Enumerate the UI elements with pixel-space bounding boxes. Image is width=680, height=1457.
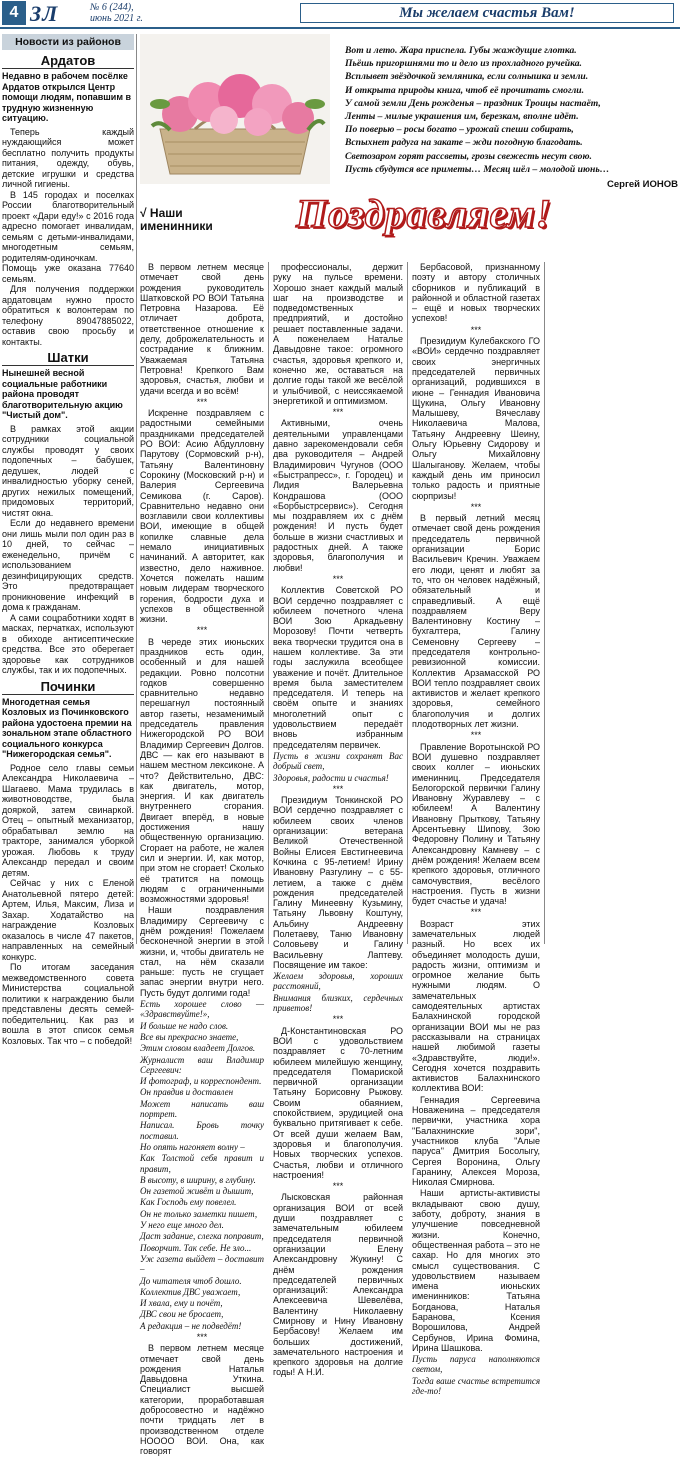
issue-number: № 6 (244), [90,2,134,13]
paragraph: В первый летний месяц отмечает свой день рождения председатель первичной организации Борис Васильевич Кречин. Уважаем его люди, ценят и любят за то, что он человек надёжный, обязательный и справедливый. А ещё поздравляем Веру Валентиновну Костину – бухгалтера, Галину Семеновну Сергееву – председателя контрольно-ревизионной комиссии. Коллектив Арзамасской РО ВОИ тепло поздравляет своих активистов и желает крепкого здоровья, семейного благополучия и долгих плодотворных лет жизни. [412,513,540,730]
birthdays-heading: √ Наши именинники [140,206,213,233]
shatki-p1: В рамках этой акции сотрудники социальной службы проводят у своих подопечных – бабушек, дедушек, людей с инвалидностью уборку сеней, других нежилых помещений, придомовых территорий, чистят окна. [2,423,134,518]
paragraph: Тогда ваше счастье встретится где-то! [412,1375,540,1397]
paragraph: Уж газета выйдет – доставит – [140,1253,264,1275]
shatki-lead: Нынешней весной социальные работники района проводят благотворительную акцию "Чистый дом". [2,368,123,420]
ardatov-p3: Для получения поддержки ардатовцам нужно просто обратиться к волонтерам по телефону 89047885022, оставив свою просьбу и контакты. [2,284,134,347]
paragraph: Президиум Тонкинской РО ВОИ сердечно поздравляет с юбилеем своих членов организации: ветерана Великой Отечественной Войны Елисея Евстигнеевича Кочкина с 95-летием! Ирину Ивановну Разгулину – с 55-летием, а также с днём рождения председателей Галину Минеевну Кузьмину, Татьяну Львовну Коштуну, Альбину Андреевну Полетаеву, Таню Ивановну Соловьеву и Галину Васильевну Лаптеву. Посвящение им такое: [273,795,403,970]
page-number: 4 [2,1,26,25]
text-column-1 [140,262,264,1457]
paragraph: Пусть парусa наполняются светом, [412,1354,540,1375]
paragraph: Наши артисты-активисты вкладывают свою душу, заботу, доброту, знания в улучшение повседневной жизни. Конечно, общественная работа – это не сахар. Но для многих это смысл существования. С удовольствием называем имена июньских именинников: Татьяна Богданова, Наталья Баранова, Ксения Ворошилова, Андрей Сербунов, Ирина Фомина, Ирина Шашкова. [412,1188,540,1353]
poem-line: Светозаром горят рассветы, грозы свежесть несут свою. [345,150,592,162]
paragraph: И хвала, ему и почёт, [140,1298,223,1309]
paragraph: Геннадия Сергеевича Новаженина – председателя первички, участника хора "Балахнинские зори", участников клуба "Алые паруса" Дмитрия Босолыгу, Сергея Воронина, Ольгу Гаранину, Алексея Мороза, Николая Смирнова. [412,1094,540,1188]
column-divider [136,34,137,944]
separator: *** [196,396,208,407]
pochinki-p2: Сейчас у них с Еленой Анатольевной пятеро детей: Артем, Илья, Максим, Лиза и Захар. Ходатайство на награждение Козловых оказалось в числе 47 пакетов, направленных на семейный конкурс. [2,878,134,962]
paragraph: Коллектив ДВС уважает, [140,1286,241,1297]
paragraph: У него еще много дел. [140,1220,224,1231]
paragraph: Он не только заметки пишет, [140,1208,258,1219]
paragraph: Искренне поздравляем с радостными семейными праздниками председателей РО ВОИ: Асию Абдулловну Парутову (Сормовский р-н), Татьяну Валентиновну Сорокину (Московский р-н) и Валерия Сергеевича Семикова (г. Саров). Сравнительно недавно они возглавили свои коллективы ВОИ, имеющие в общей копилке славные дела немало инициативных начинаний. А авторитет, как известно, дело наживное. Хочется пожелать нашим новым лидерам творческого горения, бодрости духа и успехов в общественной жизни. [140,408,264,625]
paragraph: До читателя чтоб дошло. [140,1275,242,1286]
congrats-title: Поздравляем! [296,191,553,236]
poem-line: Всплывет звёздочкой земляника, если солнышка и земли. [345,71,589,83]
paragraph: профессионалы, держит руку на пульсе времени. Хорошо знает каждый малый шаг на производстве и подведомственных предприятий, и достойно решает поставленные задачи. А поженелаем Наталье Давыдовне такое: огромного счастья, здоровья крепкого и, конечно же, оставаться на долгие годы такой же весёлой и улыбчивой, с неиссякаемой энергетикой и оптимизмом. [273,262,403,406]
paragraph: Может написать ваш портрет. [140,1098,264,1120]
text-column-3 [412,262,540,1397]
poem-line: И открыта природы книга, чтоб её прочитать смогли. [345,84,585,96]
poem-author: Сергей ИОНОВ [607,179,678,191]
paragraph: Все вы прекрасно знаете, [140,1031,239,1042]
paragraph: Возраст этих замечательных людей разный. Но всех их объединяет молодость души, радость жизни, оптимизм и огромное желание быть нужными людям. О замечательных самодеятельных артистах Балахнинской городской организации ВОИ мы не раз рассказывали на страницах нашей любимой газеты «Здравствуйте, люди!». Сегодня хочется поздравить активистов Балахнинского коллектива ВОИ: [412,918,540,1094]
paragraph: Наши поздравления Владимиру Сергеевичу с днём рождения! Пожелаем бесконечной энергии в этой жизни, и, чтобы двигатель не стал, на нём сказали раньше: пусть не сгущает запас энергии внутри него. Пусть будут долгими года! [140,905,264,998]
separator: *** [470,907,482,918]
section-title: Новости из районов [2,34,134,50]
pochinki-p1: Родное село главы семьи Александра Николаевича – Шагаево. Мама трудилась в животноводстве, была дояркой, затем свинаркой. Отец – опытный механизатор, обрабатывал землю на тракторе, занимался уборкой урожая. Любовь к труду Александр передал и своим детям. [2,762,134,878]
paragraph: В высоту, в ширину, в глубину. [140,1174,256,1185]
paragraph: Активными, очень деятельными управленцами давно зарекомендовали себя два руководителя – Андрей Владимирович Чугунов (ООО «Быстрапресс», г. Городец) и Лидия Валерьевна Кондрашова (ООО «Борбыстрсервис»). Сегодня мы поздравляем их с днём рождения! И пусть будет больше в жизни счастливых и радостных дней. А также здоровья, благополучия и любви! [273,418,403,573]
paragraph: В первом летнем месяце отмечает свой день рождения Наталья Давыдовна Уткина. Специалист высшей категории, проработавшая добросовестно и надёжно почти тридцать лет в производственном отделе НОООО ВОИ. Она, как говорят [140,1343,264,1457]
paragraph: Д-Константиновская РО ВОИ с удовольствием поздравляет с 70-летним юбилеем милейшую женщину, председателя Помариской первичной организации Татьяну Борисовну Рыжову. Своим обаянием, спокойствием, эрудицией она буквально притягивает к себе. От всей души желаем Вам, здоровья и благополучия. Новых творческих успехов. Счастья, любви и отличного настроения! [273,1025,403,1180]
ardatov-p2: В 145 городах и поселках России благотворительный проект «Дари еду!» с 2016 года адресно помогает инвалидам, семьям с детьми-инвалидами, многодетным семьям, родителям-одиночкам. Помощь уже оказана 77640 семьям. [2,189,134,284]
poem-line: Вспыхнет радуга на закате – жди погодную благодать. [345,137,583,149]
ardatov-lead: Недавно в рабочем посёлке Ардатов открылся Центр помощи людям, попавшим в трудную жизненную ситуацию. [2,71,132,123]
regional-news-column [2,34,134,1046]
header-divider [0,27,680,29]
separator: *** [470,324,482,335]
paragraph: Как Господь ему повелел. [140,1197,237,1208]
paragraph: Бербасовой, признанному поэту и автору столичных сборников и публикаций в районной и областной газетах – ещё и новых творческих успехов! [412,262,540,324]
pochinki-p3: По итогам заседания межведомственного совета Министерства социальной политики к награждению были представлены десять семей-победительниц. Как раз и вошла в этот список семья Козловых. Так что – с победой! [2,962,134,1046]
separator: *** [470,501,482,512]
column-divider [407,262,408,944]
paragraph: Он правдив и доставлен [140,1087,234,1098]
separator: *** [332,407,344,418]
column-divider [544,262,545,944]
paragraph: Журналист ваш Владимир Сергеевич: [140,1054,264,1075]
text-column-2 [273,262,403,1378]
separator: *** [332,573,344,584]
paragraph: Здоровья, радости и счастья! [273,772,389,783]
newspaper-logo: ЗЛ [30,1,59,26]
shatki-p3: А сами соцработники ходят в масках, перчатках, используют в обиходе антисептические средства. Все это оберегает здоровье как сотрудников службы, так и их подопечных. [2,612,134,675]
paragraph: Поворчит. Так себе. Не зло... [140,1242,252,1253]
poem-line: Пьёшь пригоршнями то и дело из прохладного ручейка. [345,58,582,70]
page-slogan: Мы желаем счастья Вам! [300,3,674,23]
poem-block [140,34,678,191]
paragraph: Внимания близких, сердечных приветов! [273,992,403,1014]
poem-line: Вот и лето. Жара приспела. Губы жаждущие глотка. [345,45,577,56]
poem-text [345,44,678,190]
separator: *** [332,1181,344,1192]
page-header [0,0,680,26]
text-column-4 [548,262,678,944]
paragraph: Даст задание, слегка поправит, [140,1231,264,1242]
paragraph: Написал. Бровь точку поставил. [140,1120,264,1141]
pochinki-heading: Починки [2,679,134,695]
paragraph: Правление Воротынской РО ВОИ душевно поздравляет своих коллег – июньских именинниц. Председателя Белогорской первички Галину Ивановну Журавлеву – с юбилеем! А Валентину Ивановну Прыткову, Татьяну Арсентьевну Шипову, Зою Федоровну Полину и Татьяну Александровну Камневу – с днём рождения! Желаем всем крепкого здоровья, отличного самочувствия, весёлого настроения. Пусть в жизни будет счастье и удача! [412,741,540,907]
separator: *** [470,730,482,741]
poem-line: Ленты – милые украшения им, березкам, вполне идёт. [345,111,579,123]
paragraph: Лысковская районная организация ВОИ от всей души поздравляет с замечательным юбилеем председателя первичной организации Елену Александровну Жукину! С днём рождения председателей первичных организаций: Александра Алексеевича Шевелёва, Валентину Николаевну Смирнову и Нину Ивановну Бербасову! Желаем им больших достижений, замечательного настроения и крепкого здоровья на долгие годы! А Н.И. [273,1192,403,1378]
paragraph: Пусть в жизни сохранят Вас добрый свет, [273,750,403,772]
paragraph: Но опять нагоняет волну – [140,1141,245,1152]
separator: *** [332,1014,344,1025]
paragraph: В первом летнем месяце отмечает свой день рождения руководитель Шатковской РО ВОИ Татьяна Петровна Назарова. Её отличает доброта, ответственное отношение к делу, доброжелательность и сострадание к ближним. Уважаемая Татьяна Петровна! Крепкого Вам здоровья, счастья, любви и удачи всегда и во всём! [140,262,264,396]
paragraph: А редакция – не подведёт! [140,1320,242,1331]
column-divider [268,262,269,944]
shatki-heading: Шатки [2,350,134,366]
poem-line: Пусть сбудутся все приметы… Месяц шёл – молодой июнь… [345,163,610,175]
paragraph: И больше не надо слов. [140,1020,229,1031]
paragraph: Коллектив Советской РО ВОИ сердечно поздравляет с юбилеем почетного члена ВОИ Зою Аркадьевну Морозову! Почти четверть века творчески трудится она в нашем коллективе. За эти годы заслужила всеобщее уважение и почёт. Длительное время была заместителем председателя. И теперь на своём опыте и знаниях многолетний опыт с удовольствием передаёт вновь избранным председателям первичек. [273,585,403,750]
separator: *** [196,625,208,636]
paragraph: Президиум Кулебакского ГО «ВОИ» сердечно поздравляет своих энергичных председателей первичных организаций, родившихся в июне – Геннадия Ивановича Щукина, Ольгу Ивановну Малышеву, Вячеславу Николаевича Малова, Татьяну Андреевну Шеину, Ольгу Юрьевну Сидорову и Ольгу Михайловну Шалыганову. Желаем, чтобы каждый день им приносил только радость и приятные сюрпризы! [412,336,540,501]
paragraph: Желаем здоровья, хороших расстояний, [273,971,403,992]
paragraph: И фотограф, и корреспондент. [140,1076,262,1087]
paragraph: ДВС свои не бросает, [140,1309,224,1320]
issue-date: июнь 2021 г. [90,13,143,24]
poem-line: По поверью – росы богато – урожай спеши собирать, [345,124,574,136]
separator: *** [332,783,344,794]
paragraph: Как Толстой себя правит и правит, [140,1153,264,1174]
paragraph: Есть хорошее слово — «Здравствуйте!», [140,999,264,1020]
ardatov-heading: Ардатов [2,53,134,69]
pochinki-lead: Многодетная семья Козловых из Починковского района удостоена премии на зональном этапе областного социального конкурса "Нижегородская семья". [2,696,132,759]
issue-info [90,2,143,24]
ardatov-p1: Теперь каждый нуждающийся может бесплатно получить продукты питания, одежду, обувь, детские игрушки и средства личной гигиены. [2,126,134,189]
paragraph: Этим словом владеет Долгов. [140,1043,256,1054]
separator: *** [196,1331,208,1342]
poem-line: У самой земли День рожденья – праздник Троицы настаёт, [345,97,601,109]
paragraph: В череде этих июньских праздников есть один, особенный и для нашей редакции. Ровно полсотни годков совершенно сравнительно недавно перешагнул постоянный автор газеты, незаменимый председатель правления Нижегородской РО ВОИ Владимир Сергеевич Долгов. ДВС — как его называют в нашем местном лексиконе. А что? Действительно, ДВС: как двигатель, мотор, энергия. И как двигатель внутреннего сгорания. Двигает вперёд, в новые достижения нашу общественную организацию. Сгорает на работе, не жалея сил и энергии. И, как мотор, при этом не сгорает! Сколько её тратится на помощь людям с ограниченными возможностями здоровья! [140,636,264,905]
peony-basket-image [140,34,330,184]
paragraph: Он газетой живёт и дышит, [140,1186,254,1197]
shatki-p2: Если до недавнего времени они лишь мыли пол один раз в 10 дней, то сейчас – еженедельно, причём с использованием дезинфицирующих средств. Это предотвращает проникновение инфекций в дома к гражданам. [2,518,134,612]
